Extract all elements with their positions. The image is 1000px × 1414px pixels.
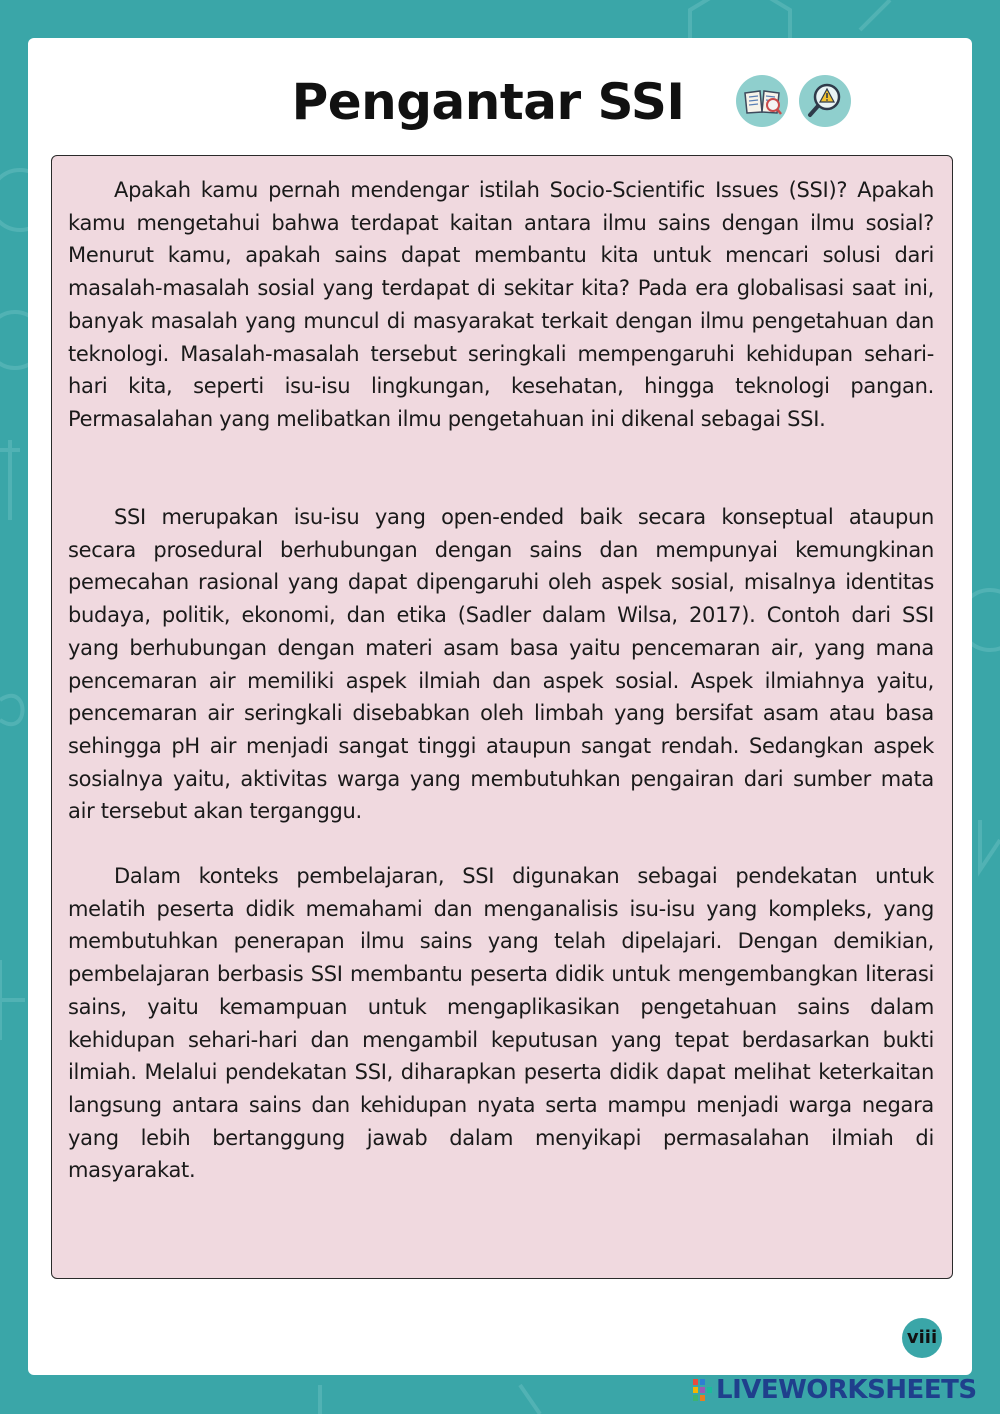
paragraph-intro: Apakah kamu pernah mendengar istilah Socio-Scientific Issues (SSI)? Apakah kamu mengetahui bahwa terdapat kaitan antara ilmu sains dengan ilmu sosial? Menurut kamu, apakah sains dapat membantu kita untuk mencari solusi dari masalah-masalah sosial yang terdapat di sekitar kita? Pada era globalisasi saat ini, banyak masalah yang muncul di masyarakat terkait dengan ilmu pengetahuan dan teknologi. Masalah-masalah tersebut seringkali mempengaruhi kehidupan sehari-hari kita, seperti isu-isu lingkungan, kesehatan, hingga teknologi pangan. Permasalahan yang melibatkan ilmu pengetahuan ini dikenal sebagai SSI.: [68, 178, 934, 431]
liveworksheets-logo[interactable]: [692, 1376, 977, 1404]
book-reading-icon: [736, 75, 788, 127]
liveworksheets-mark-icon: [692, 1378, 714, 1402]
page-number-badge: viii: [902, 1318, 942, 1358]
magnifier-warning-icon: [799, 75, 851, 127]
paragraph-definition: SSI merupakan isu-isu yang open-ended baik secara konseptual ataupun secara prosedural berhubungan dengan sains dan mempunyai kemungkinan pemecahan rasional yang dapat dipengaruhi oleh aspek sosial, misalnya identitas budaya, politik, ekonomi, dan etika (Sadler dalam Wilsa, 2017). Contoh dari SSI yang berhubungan dengan materi asam basa yaitu pencemaran air, yang mana pencemaran air memiliki aspek ilmiah dan aspek sosial. Aspek ilmiahnya yaitu, pencemaran air seringkali disebabkan oleh limbah yang bersifat asam atau basa sehingga pH air menjadi sangat tinggi ataupun sangat rendah. Sedangkan aspek sosialnya yaitu, aktivitas warga yang membutuhkan pengairan dari sumber mata air tersebut akan terganggu.: [68, 505, 934, 824]
page-title: Pengantar SSI: [291, 73, 685, 131]
brand-name: LIVEWORKSHEETS: [716, 1375, 977, 1405]
reading-text-box: [51, 155, 953, 1279]
paragraph-learning-context: Dalam konteks pembelajaran, SSI digunakan sebagai pendekatan untuk melatih peserta didik memahami dan menganalisis isu-isu yang kompleks, yang membutuhkan penerapan ilmu sains yang telah dipelajari. Dengan demikian, pembelajaran berbasis SSI membantu peserta didik untuk mengembangkan literasi sains, yaitu kemampuan untuk mengaplikasikan pengetahuan sains dalam kehidupan sehari-hari dan mengambil keputusan yang tepat berdasarkan bukti ilmiah. Melalui pendekatan SSI, diharapkan peserta didik dapat melihat keterkaitan langsung antara sains dan kehidupan nyata serta mampu menjadi warga negara yang lebih bertanggung jawab dalam menyikapi permasalahan ilmiah di masyarakat.: [68, 864, 934, 1183]
